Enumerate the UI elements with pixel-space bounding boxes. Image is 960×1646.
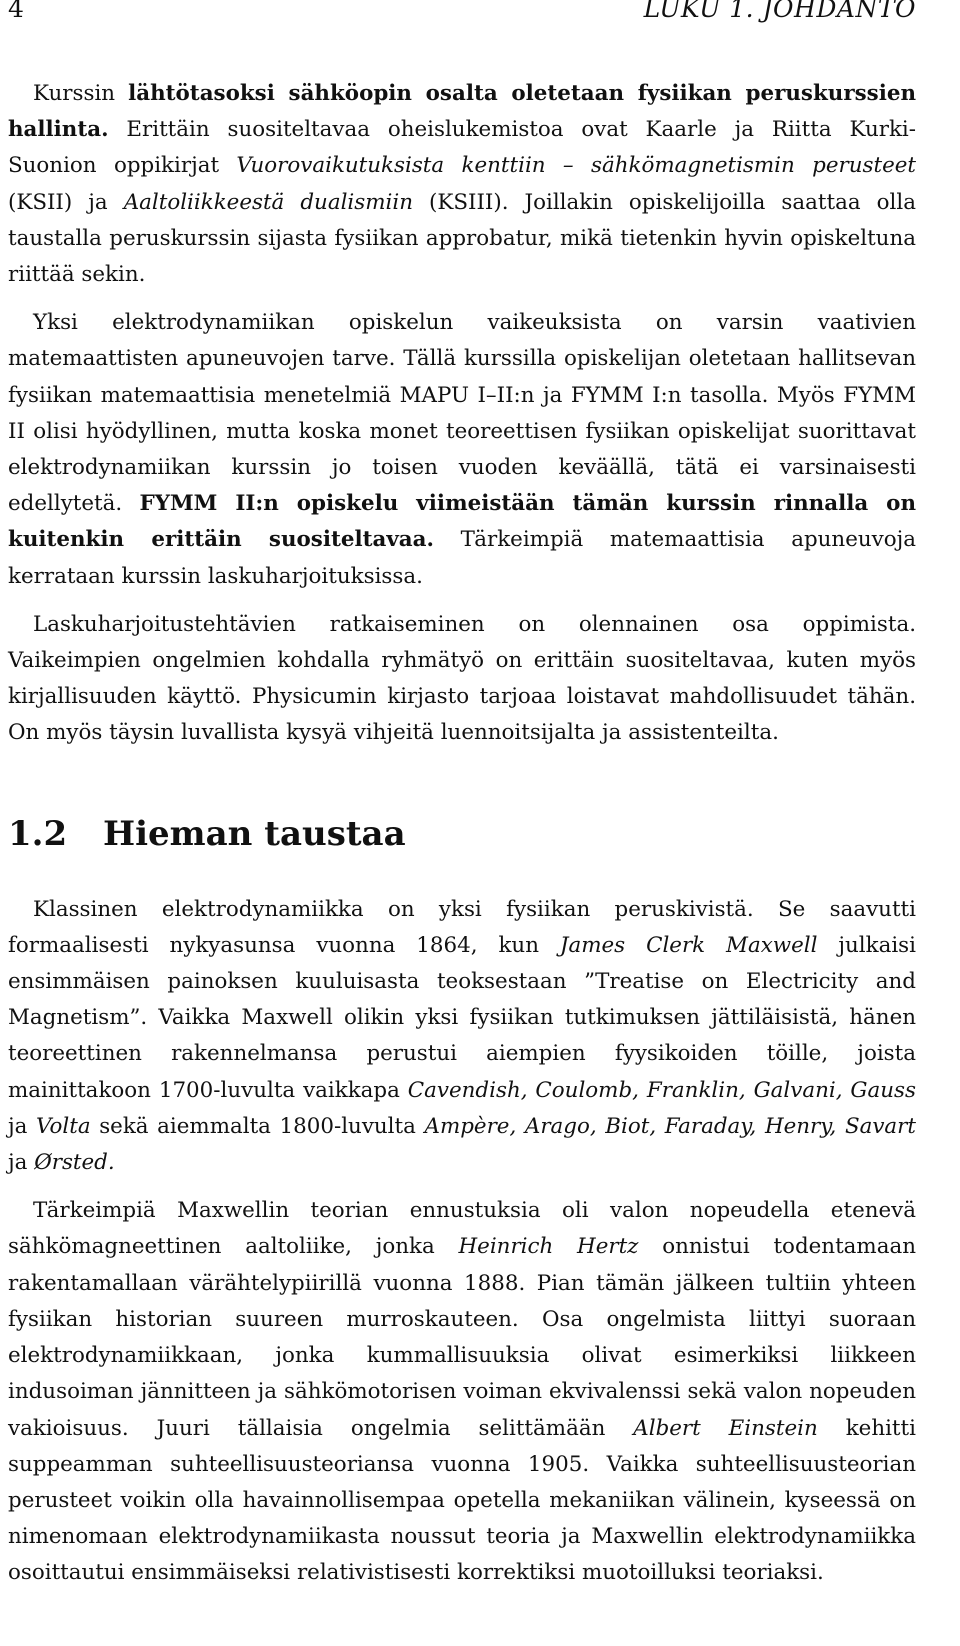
section-number: 1.2	[8, 813, 68, 854]
book-title-ksii: Vuorovaikutuksista kenttiin – sähkömagnetismin perusteet	[236, 153, 917, 179]
section-title: Hieman taustaa	[103, 813, 406, 854]
running-header	[8, 0, 916, 40]
chapter-title: LUKU 1. JOHDANTO	[643, 0, 916, 23]
paragraph-exercises: Laskuharjoitustehtävien ratkaiseminen on olennainen osa oppimista. Vaikeimpien ongelmien kohdalla ryhmätyö on erittäin suositeltavaa, kuten myös kirjallisuuden käyttö. Physicumin kirjasto tarjoaa loistavat mahdollisuudet tähän. On myös täysin luvallista kysyä vihjeitä luennoitsijalta ja assistenteilta.	[8, 611, 916, 746]
bold-prerequisite: lähtötasoksi sähköopin osalta oletetaan fysiikan peruskurssien hallinta.	[8, 81, 916, 143]
page-number: 4	[8, 0, 24, 23]
paragraph-relativity: Tärkeimpiä Maxwellin teorian ennustuksia oli valon nopeudella etenevä sähkömagneettinen aaltoliike, jonka Heinrich Hertz onnistui todentamaan rakentamallaan värähtelypiirillä vuonna 1888. Pian tämän jälkeen tultiin yhteen fysiikan historian suureen murroskauteen. Osa ongelmista liittyi suoraan elektrodynamiikkaan, jonka kummallisuuksia olivat esimerkiksi liikkeen indusoiman jännitteen ja sähkömotorisen voiman ekvivalenssi sekä valon nopeuden vakioisuus. Juuri tällaisia ongelmia selittämään Albert Einstein kehitti suppeamman suhteellisuusteoriansa vuonna 1905. Vaikka suhteellisuusteorian perusteet voikin olla havainnollisempaa opetella mekaniikan välinein, kyseessä on nimenomaan elektrodynamiikasta noussut teoria ja Maxwellin elektrodynamiikka osoittautui ensimmäiseksi relativistisesti korrektiksi muotoilluksi teoriaksi.	[8, 1198, 916, 1586]
paragraph-history: Klassinen elektrodynamiikka on yksi fysiikan peruskivistä. Se saavutti formaalisesti nykyasunsa vuonna 1864, kun James Clerk Maxwell julkaisi ensimmäisen painoksen kuuluisasta teoksestaan ”Treatise on Electricity and Magnetism”. Vaikka Maxwell olikin yksi fysiikan tutkimuksen jättiläisistä, hänen teoreettinen rakennelmansa perustui aiempien fyysikoiden töille, joista mainittakoon 1700-luvulta vaikkapa Cavendish, Coulomb, Franklin, Galvani, Gauss ja Volta sekä aiemmalta 1800-luvulta Ampère, Arago, Biot, Faraday, Henry, Savart ja Ørsted.	[8, 896, 917, 1176]
section-heading	[8, 814, 916, 854]
paragraph-mathematics: Yksi elektrodynamiikan opiskelun vaikeuksista on varsin vaativien matemaattisten apuneuvojen tarve. Tällä kurssilla opiskelijan oletetaan hallitsevan fysiikan matemaattisia menetelmiä MAPU I–II:n ja FYMM I:n tasolla. Myös FYMM II olisi hyödyllinen, mutta koska monet teoreettisen fysiikan opiskelijat suorittavat elektrodynamiikan kurssin jo toisen vuoden keväällä, tätä ei varsinaisesti edellytetä. FYMM II:n opiskelu viimeistään tämän kurssin rinnalla on kuitenkin erittäin suositeltavaa. Tärkeimpiä matemaattisia apuneuvoja kerrataan kurssin laskuharjoituksissa.	[8, 310, 916, 589]
bold-recommendation: FYMM II:n opiskelu viimeistään tämän kurssin rinnalla on kuitenkin erittäin suositeltavaa.	[8, 491, 916, 553]
book-title-ksiii: Aaltoliikkeestä dualismiin	[123, 189, 413, 215]
paragraph-prerequisites: Kurssin lähtötasoksi sähköopin osalta oletetaan fysiikan peruskurssien hallinta. Erittäin suositeltavaa oheislukemistoa ovat Kaarle ja Riitta Kurki-Suonion oppikirjat Vuorovaikutuksista kenttiin – sähkömagnetismin perusteet (KSII) ja Aaltoliikkeestä dualismiin (KSIII). Joillakin opiskelijoilla saattaa olla taustalla peruskurssin sijasta fysiikan approbatur, mikä tietenkin hyvin opiskeltuna riittää sekin.	[8, 81, 917, 288]
